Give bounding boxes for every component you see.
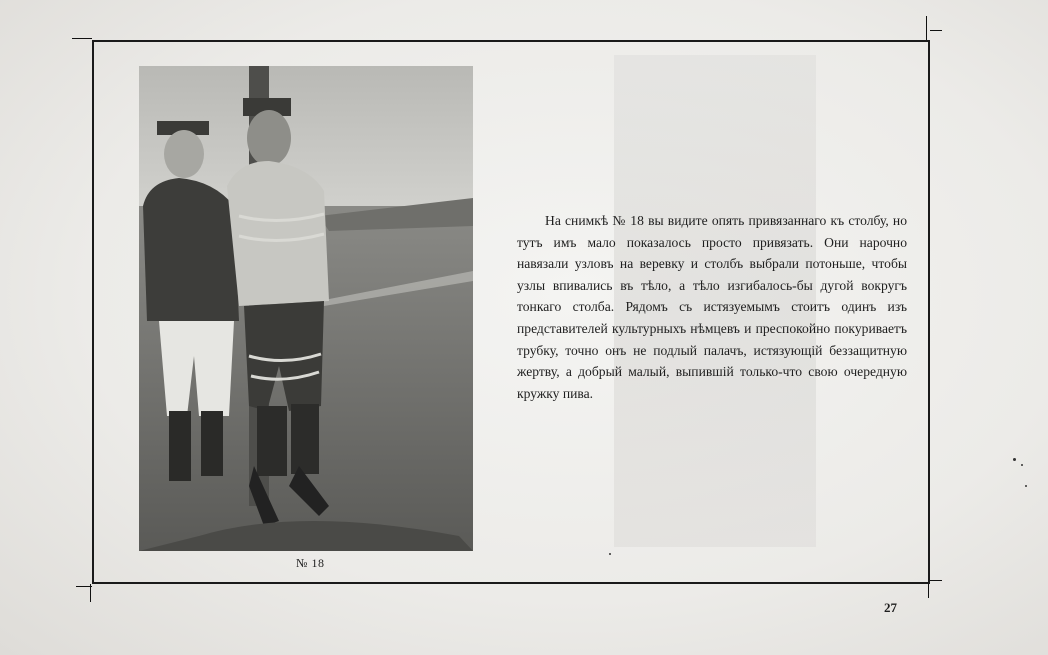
corner-mark [72, 38, 92, 39]
paper-speck [1025, 485, 1027, 487]
page-number: 27 [884, 600, 897, 615]
corner-mark [76, 586, 92, 587]
photograph-no-18 [139, 66, 473, 551]
corner-mark [930, 580, 942, 581]
paper-speck [1021, 464, 1023, 466]
corner-mark [926, 16, 927, 40]
paper-speck [1013, 458, 1016, 461]
photo-caption: № 18 [296, 556, 325, 570]
corner-mark [928, 584, 929, 598]
article-paragraph: На снимкѣ № 18 вы видите опять привязаннаго къ столбу, но тутъ имъ мало показалось просто привязать. Они нарочно навязали узловъ на веревку и столбъ выбрали потоньше, чтобы узлы впивались въ тѣло, а тѣло изгибалось-бы дугой вокругъ тонкаго столба. Рядомъ съ истязуемымъ стоитъ одинъ изъ представителей культурныхъ нѣмцевъ и преспокойно покуриваетъ трубку, точно онъ не подлый палачъ, истязующій беззащитную жертву, а добрый малый, выпившій только-что свою очередную кружку пива. [517, 213, 907, 401]
corner-mark [930, 30, 942, 31]
paper-speck [609, 553, 611, 555]
